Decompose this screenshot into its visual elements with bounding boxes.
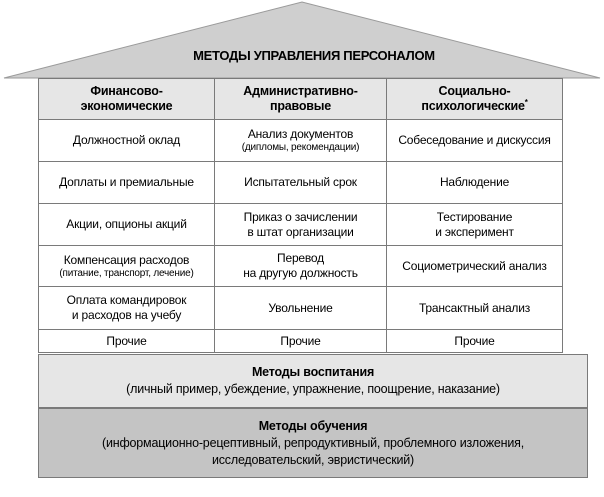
- method-cell: [386, 245, 563, 287]
- method-cell: [386, 329, 563, 353]
- method-line2: и расходов на учебу: [71, 308, 182, 322]
- method-cell: [386, 203, 563, 246]
- column-header-line2-text: психологические: [421, 99, 525, 113]
- method-note: (дипломы, рекомендации): [241, 142, 360, 153]
- column-header-line2: [421, 99, 527, 114]
- upbringing-text: (личный пример, убеждение, упражнение, поощрение, наказание): [126, 382, 500, 396]
- method-line2: и эксперимент: [435, 224, 514, 239]
- upbringing-title: Методы воспитания: [251, 365, 375, 379]
- method-cell: [38, 329, 215, 353]
- method-cell: [386, 119, 563, 162]
- method-cell: [214, 161, 387, 204]
- roof-shape: [4, 2, 600, 78]
- method-line1: Испытательный срок: [244, 175, 357, 189]
- method-line1: Доплаты и премиальные: [59, 175, 194, 189]
- method-cell: [214, 286, 387, 330]
- method-line1: Должностной оклад: [72, 133, 181, 147]
- method-cell: [214, 203, 387, 246]
- method-line1: Прочие: [454, 333, 495, 348]
- column-header-line2: [270, 99, 331, 114]
- training-methods-band: [38, 408, 588, 478]
- column-header-line2: [81, 99, 173, 114]
- method-cell: [38, 119, 215, 162]
- method-line1: Увольнение: [268, 300, 333, 315]
- training-text-line2: исследовательский, эвристический): [211, 452, 415, 467]
- footnote-mark: *: [524, 97, 528, 107]
- training-text-line1: (информационно-рецептивный, репродуктивный, проблемного изложения,: [102, 435, 524, 450]
- method-line1: Оплата командировок: [66, 293, 187, 307]
- method-line1: Прочие: [106, 333, 147, 348]
- column-header: [386, 78, 563, 120]
- method-line1: Акции, опционы акций: [66, 217, 187, 231]
- column-header-line1: Административно-: [243, 84, 358, 98]
- method-line1: Анализ документов: [247, 127, 354, 141]
- method-line1: Трансактный анализ: [418, 300, 531, 315]
- method-cell: [386, 161, 563, 204]
- method-cell: [214, 245, 387, 287]
- column-header-line1: Социально-: [438, 84, 511, 98]
- method-line2: в штат организации: [247, 224, 354, 239]
- method-line1: Прочие: [280, 333, 321, 348]
- diagram-title: МЕТОДЫ УПРАВЛЕНИЯ ПЕРСОНАЛОМ: [193, 48, 435, 63]
- method-cell: [214, 329, 387, 353]
- column-header-line2-text: правовые: [269, 99, 331, 113]
- method-cell: [214, 119, 387, 162]
- method-line1: Компенсация расходов: [63, 252, 190, 267]
- method-line1: Наблюдение: [439, 175, 510, 189]
- upbringing-methods-band: [38, 354, 588, 408]
- column-header: [214, 78, 387, 120]
- method-line1: Социометрический анализ: [402, 258, 547, 273]
- column-header: [38, 78, 215, 120]
- method-cell: [38, 203, 215, 246]
- method-line1: Приказ о зачислении: [243, 209, 358, 224]
- method-cell: [38, 286, 215, 330]
- method-cell: [38, 245, 215, 287]
- training-title: Методы обучения: [258, 418, 368, 433]
- method-line1: Тестирование: [436, 209, 513, 224]
- method-line1: Перевод: [277, 251, 324, 265]
- method-cell: [386, 286, 563, 330]
- roof: [0, 0, 604, 90]
- method-line2: на другую должность: [243, 266, 358, 280]
- column-header-line2-text: экономические: [80, 99, 173, 113]
- method-cell: [38, 161, 215, 204]
- method-line1: Собеседование и дискуссия: [398, 133, 551, 147]
- method-note: (питание, транспорт, лечение): [59, 267, 194, 279]
- column-header-line1: Финансово-: [90, 84, 163, 98]
